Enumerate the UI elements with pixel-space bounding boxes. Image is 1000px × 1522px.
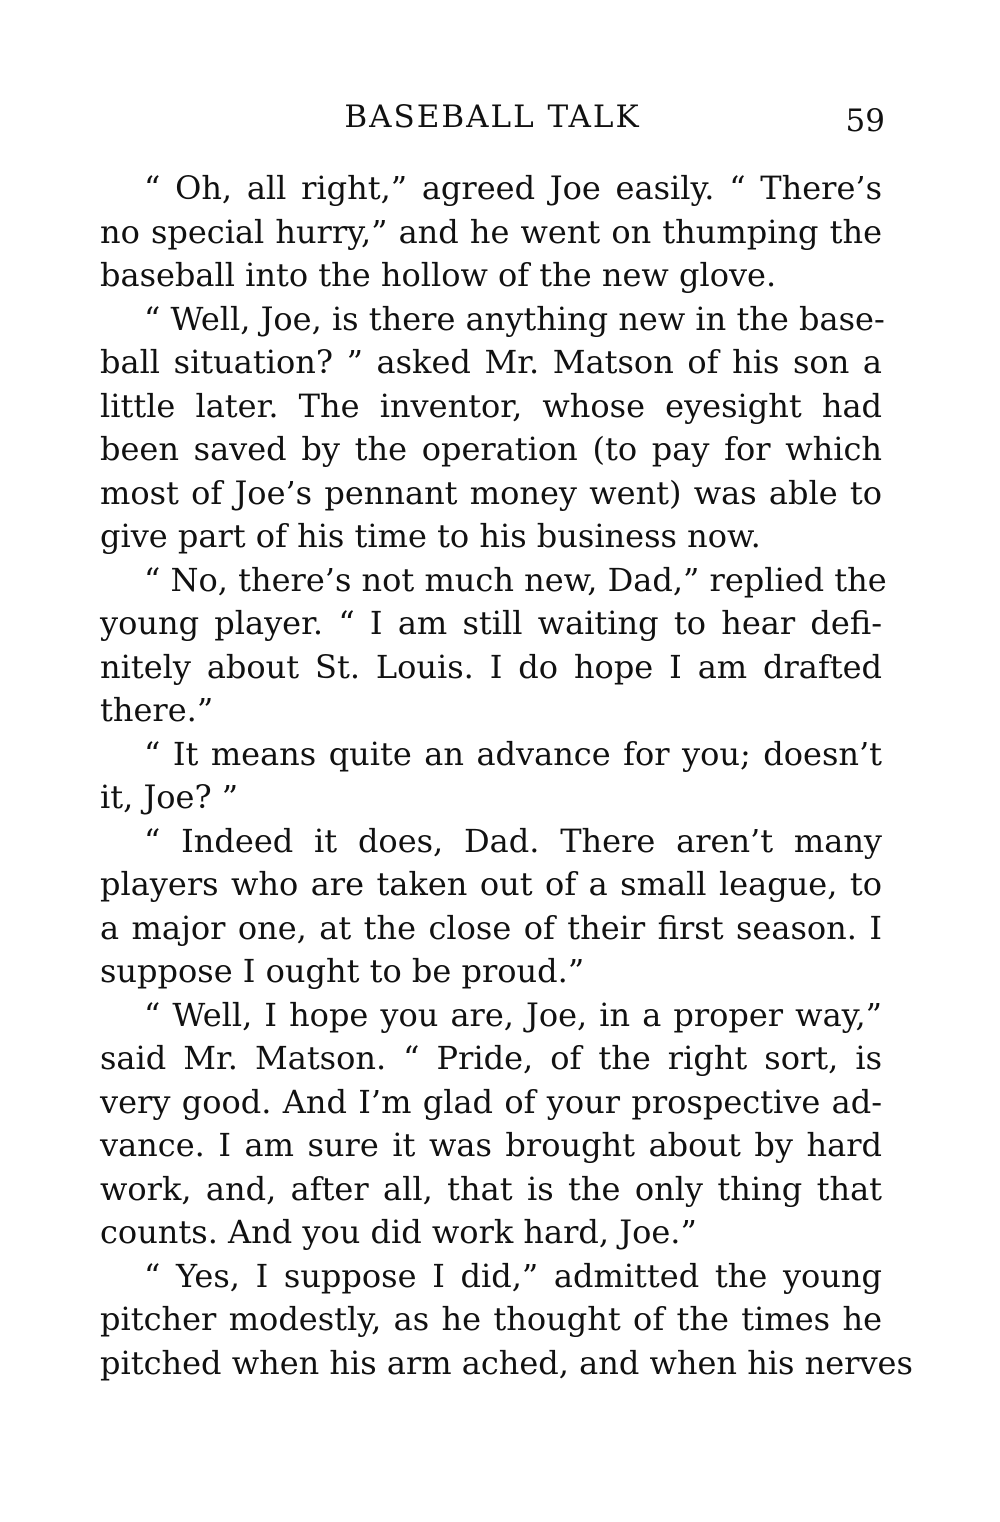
text-line: “ Oh, all right,” agreed Joe easily. “ There’s [144,169,882,207]
text-line: “ Indeed it does, Dad. There aren’t many [144,821,882,860]
text-line: players who are taken out of a small league, to [100,865,882,903]
text-line: no special hurry,” and he went on thumping the [100,212,882,251]
text-line: give part of his time to his business now. [100,517,761,555]
text-line: work, and, after all, that is the only thing that [100,1169,882,1208]
running-head [100,95,885,139]
running-title: BASEBALL TALK [344,99,641,135]
text-line: nitely about St. Louis. I do hope I am drafted [100,647,882,686]
text-line: pitcher modestly, as he thought of the times he [100,1300,882,1338]
text-line: “ Well, I hope you are, Joe, in a proper way,” [144,995,882,1034]
text-line: most of Joe’s pennant money went) was able to [100,473,882,512]
text-line: pitched when his arm ached, and when his nerves [100,1343,913,1382]
text-line: “ No, there’s not much new, Dad,” replied the [144,560,887,599]
text-line: been saved by the operation (to pay for which [100,430,882,468]
text-line: suppose I ought to be proud.” [100,952,585,990]
text-line: young player. “ I am still waiting to hear defi- [100,604,882,642]
text-line: a major one, at the close of their first season. I [100,908,882,947]
text-line: ball situation? ” asked Mr. Matson of his son a [100,343,882,381]
text-line: little later. The inventor, whose eyesight had [100,386,882,425]
text-line: counts. And you did work hard, Joe.” [100,1213,697,1251]
text-line: “ Yes, I suppose I did,” admitted the young [144,1256,882,1295]
text-line: there.” [100,691,214,729]
page-number: 59 [845,103,885,139]
text-line: very good. And I’m glad of your prospective ad- [100,1082,882,1121]
text-line: vance. I am sure it was brought about by hard [100,1126,882,1164]
body-text [100,167,913,1385]
text-line: said Mr. Matson. “ Pride, of the right sort, is [100,1039,882,1077]
text-line: baseball into the hollow of the new glove. [100,256,777,294]
text-line: it, Joe? ” [100,778,239,816]
text-line: “ It means quite an advance for you; doesn’t [144,734,882,773]
text-line: “ Well, Joe, is there anything new in the base- [144,299,885,338]
